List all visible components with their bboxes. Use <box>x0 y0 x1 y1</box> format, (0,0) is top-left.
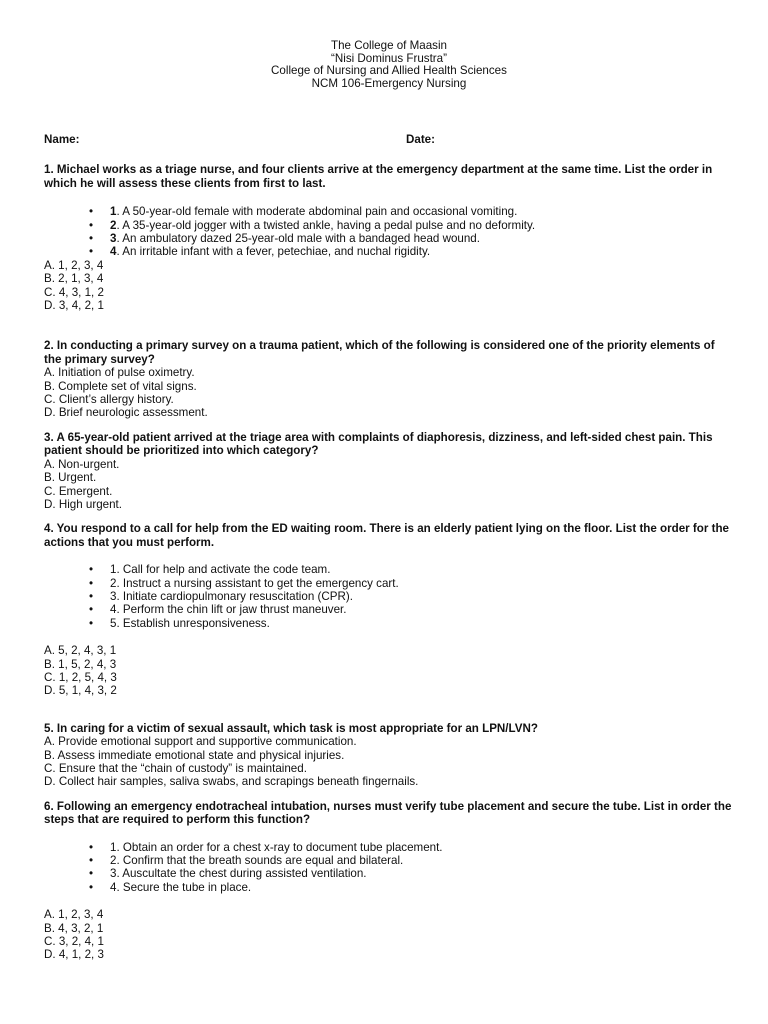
department-name: College of Nursing and Allied Health Sciences <box>271 64 507 78</box>
question-2-text: 2. In conducting a primary survey on a trauma patient, which of the following is considered one of the priority elements of the primary survey? <box>44 339 715 366</box>
option-d: D. High urgent. <box>44 497 122 511</box>
question-5 <box>44 722 734 789</box>
question-3 <box>44 431 734 511</box>
option-d: D. 4, 1, 2, 3 <box>44 948 104 962</box>
list-item: • 3. An ambulatory dazed 25-year-old male with a bandaged head wound. <box>89 232 734 245</box>
document-header <box>44 40 734 90</box>
option-a: A. 1, 2, 3, 4 <box>44 258 104 272</box>
question-5-text: 5. In caring for a victim of sexual assault, which task is most appropriate for an LPN/LVN? <box>44 721 538 735</box>
question-1-text: 1. Michael works as a triage nurse, and four clients arrive at the emergency department at the same time. List the order in which he will assess these clients from first to last. <box>44 163 713 190</box>
question-6-text: 6. Following an emergency endotracheal intubation, nurses must verify tube placement and secure the tube. List in order the steps that are required to perform this function? <box>44 799 732 827</box>
question-1-options <box>44 259 734 313</box>
question-1 <box>44 163 734 312</box>
list-item: • 1. Obtain an order for a chest x-ray to document tube placement. <box>89 841 734 854</box>
question-6-options <box>44 908 734 962</box>
option-c: C. 1, 2, 5, 4, 3 <box>44 670 117 684</box>
option-d: D. 5, 1, 4, 3, 2 <box>44 684 117 698</box>
list-item: • 4. Secure the tube in place. <box>89 881 734 894</box>
course-title: NCM 106-Emergency Nursing <box>311 76 467 90</box>
option-c: C. Client’s allergy history. <box>44 393 174 407</box>
list-item: • 2. A 35-year-old jogger with a twisted ankle, having a pedal pulse and no deformity. <box>89 219 734 232</box>
list-item: • 1. A 50-year-old female with moderate abdominal pain and occasional vomiting. <box>89 205 734 218</box>
option-b: B. Complete set of vital signs. <box>44 379 197 393</box>
option-b: B. Assess immediate emotional state and physical injuries. <box>44 748 345 762</box>
option-a: A. Non-urgent. <box>44 457 120 471</box>
list-item: • 2. Confirm that the breath sounds are equal and bilateral. <box>89 854 734 867</box>
question-1-items <box>44 205 734 259</box>
option-b: B. Urgent. <box>44 471 97 485</box>
question-4-text: 4. You respond to a call for help from the ED waiting room. There is an elderly patient lying on the floor. List the order for the actions that you must perform. <box>44 522 729 549</box>
question-6 <box>44 800 734 962</box>
option-c: C. 3, 2, 4, 1 <box>44 935 104 949</box>
option-c: C. Emergent. <box>44 484 113 498</box>
question-4 <box>44 522 734 697</box>
list-item: • 4. Perform the chin lift or jaw thrust maneuver. <box>89 603 734 616</box>
option-b: B. 2, 1, 3, 4 <box>44 272 104 286</box>
question-3-text: 3. A 65-year-old patient arrived at the triage area with complaints of diaphoresis, dizziness, and left-sided chest pain. This patient should be prioritized into which category? <box>44 430 713 458</box>
option-d: D. 3, 4, 2, 1 <box>44 299 104 313</box>
option-a: A. Provide emotional support and supportive communication. <box>44 735 357 749</box>
question-4-items <box>44 563 734 630</box>
option-b: B. 4, 3, 2, 1 <box>44 921 104 935</box>
question-6-items <box>44 841 734 895</box>
date-label: Date: <box>406 133 435 147</box>
list-item: • 5. Establish unresponsiveness. <box>89 617 734 630</box>
option-a: A. 5, 2, 4, 3, 1 <box>44 644 117 658</box>
list-item: • 3. Initiate cardiopulmonary resuscitation (CPR). <box>89 590 734 603</box>
question-2 <box>44 339 734 419</box>
college-motto: “Nisi Dominus Frustra” <box>331 51 447 65</box>
option-c: C. 4, 3, 1, 2 <box>44 285 104 299</box>
list-item: • 2. Instruct a nursing assistant to get the emergency cart. <box>89 577 734 590</box>
list-item: • 1. Call for help and activate the code team. <box>89 563 734 576</box>
exam-page <box>44 40 734 962</box>
list-item: • 4. An irritable infant with a fever, petechiae, and nuchal rigidity. <box>89 245 734 258</box>
college-name: The College of Maasin <box>331 39 447 52</box>
name-label: Name: <box>44 133 80 147</box>
option-a: A. 1, 2, 3, 4 <box>44 908 104 922</box>
option-b: B. 1, 5, 2, 4, 3 <box>44 657 117 671</box>
option-a: A. Initiation of pulse oximetry. <box>44 366 195 380</box>
name-date-row <box>44 133 734 147</box>
option-d: D. Brief neurologic assessment. <box>44 406 208 420</box>
list-item: • 3. Auscultate the chest during assisted ventilation. <box>89 867 734 880</box>
option-d: D. Collect hair samples, saliva swabs, and scrapings beneath fingernails. <box>44 775 419 789</box>
question-4-options <box>44 644 734 698</box>
option-c: C. Ensure that the “chain of custody” is maintained. <box>44 762 307 775</box>
